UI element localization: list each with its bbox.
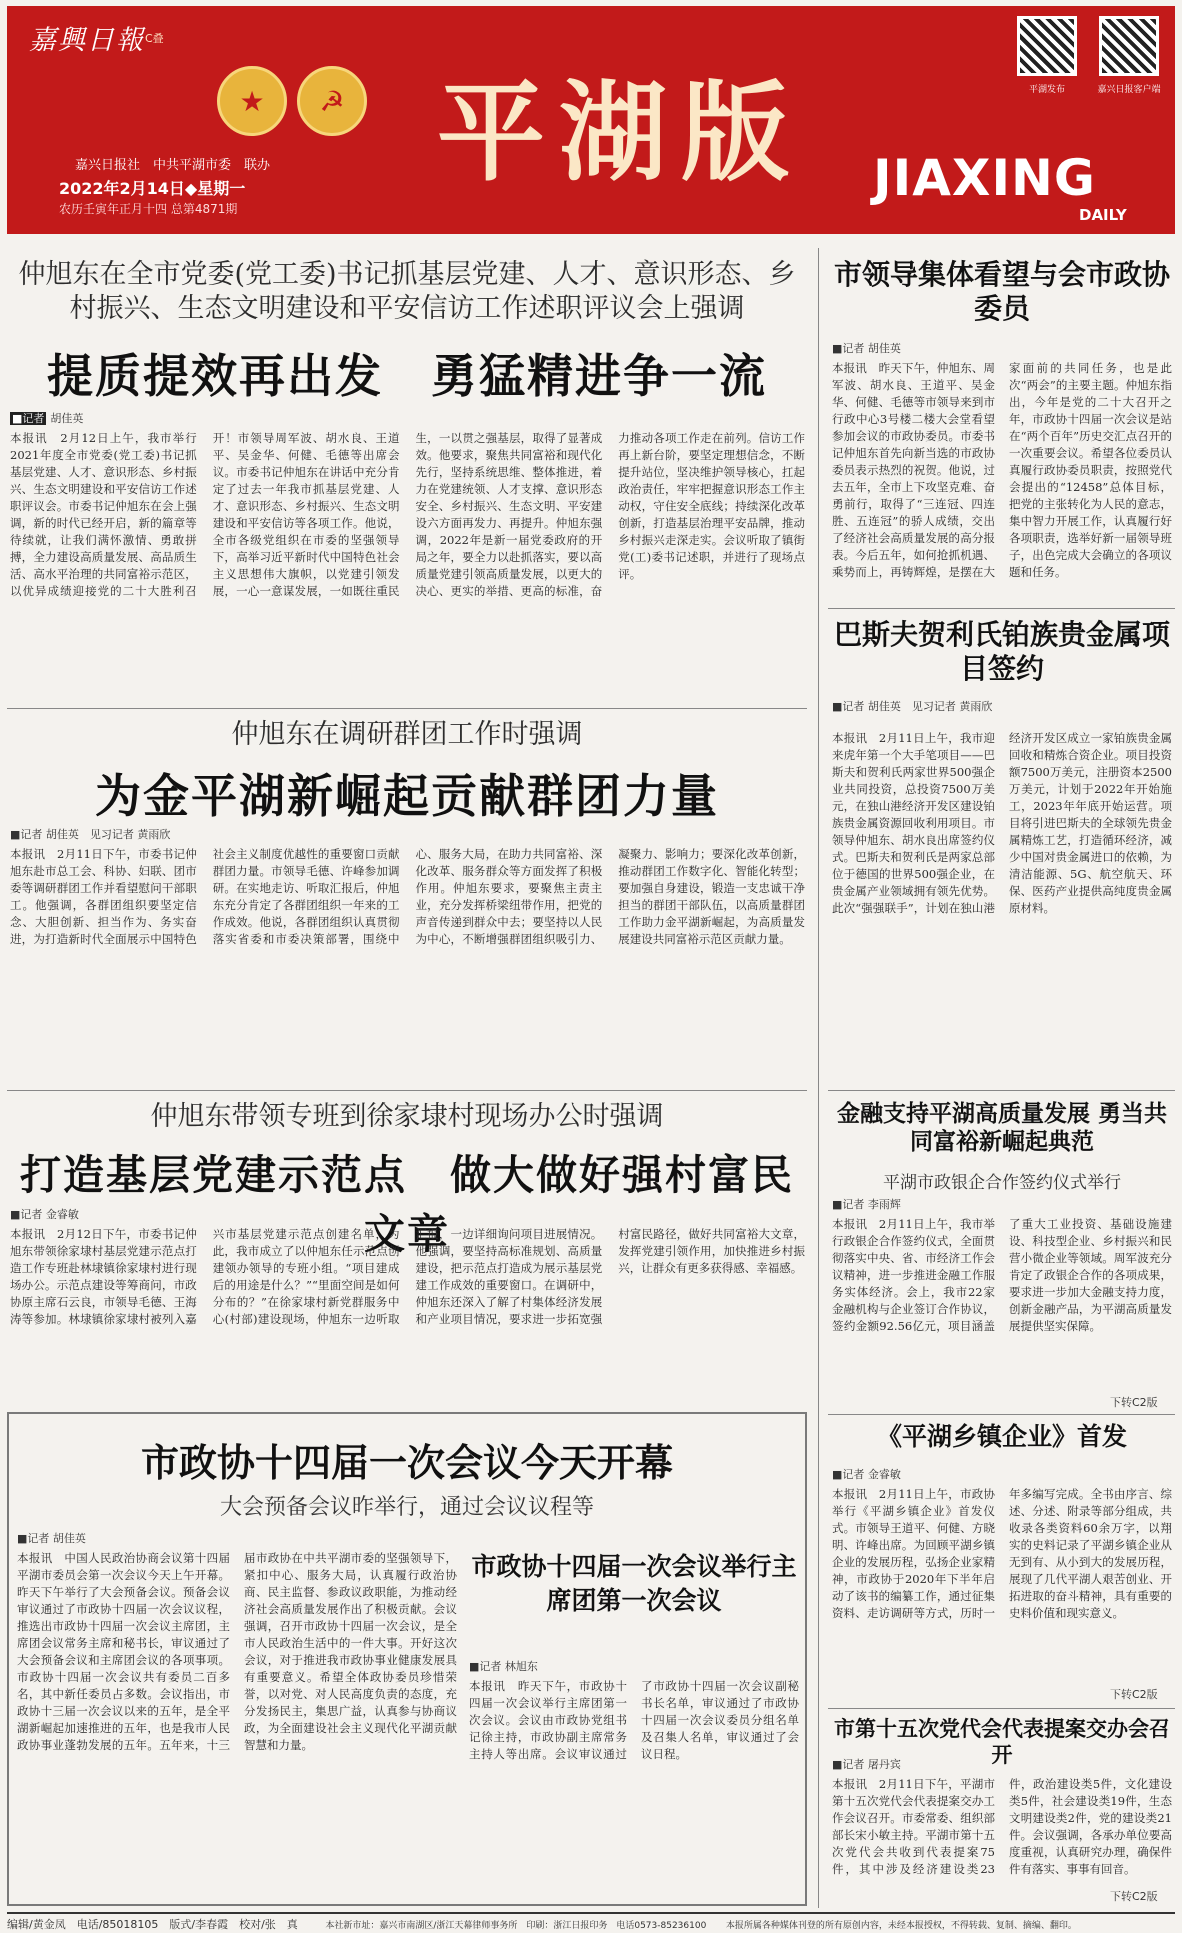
article2-byline: ■记者 胡佳英 见习记者 黄雨欣 bbox=[10, 828, 171, 841]
divider bbox=[7, 708, 807, 709]
footer-notice: 本报所属各种媒体刊登的所有原创内容，未经本报授权，不得转载、复制、摘编、翻印。 bbox=[725, 1921, 1077, 1931]
sidebar4-headline[interactable]: 《平湖乡镇企业》首发 bbox=[876, 1422, 1127, 1451]
article1-byline bbox=[10, 410, 310, 426]
divider bbox=[7, 1090, 807, 1091]
issue-date: 2022年2月14日◆星期一 bbox=[59, 179, 246, 198]
article1-body: 本报讯 2月12日上午，我市举行2021年度全市党委(党工委)书记抓基层党建、人才、意识形态、乡村振兴、生态文明建设和平安信访工作述职评议会。市委书记仲旭东在会上强调，新的时代已经开启，新的篇章等待续就，让我们满怀激情、勇敢拼搏，全力建设高质量发展、高品质生活、高水平治理的共同富裕示范区，以优异成绩迎接党的二十大胜利召开！市领导周军波、胡水良、王道平、吴金华、何健、毛德等出席会议。市委书记仲旭东在讲话中充分肯定了过去一年我市抓基层党建、人才、意识形态、乡村振兴、生态文明建设和平安信访等各项工作。他说，全市各级党组织在市委的坚强领导下，高举习近平新时代中国特色社会主义思想伟大旗帜，以党建引领发展，一心一意谋发展，一如既往重民生，一以贯之强基层，取得了显著成效。他要求，聚焦共同富裕和现代化先行，坚持系统思维、整体推进，着力在党建统领、人才支撑、意识形态安全、乡村振兴、生态文明、平安建设六方面再发力、再提升。仲旭东强调，2022年是新一届党委政府的开局之年，要全力以赴抓落实，要以高质量党建引领高质量发展，以更大的决心、更实的举措、更高的标准，奋力推动各项工作走在前列。信访工作再上新台阶，要坚定理想信念，不断提升站位，坚决维护领导核心，扛起政治责任，牢牢把握意识形态工作主动权，守住安全底线；持续深化改革创新，打造基层治理平安品牌，推动乡村振兴走深走实。会议听取了镇街党(工)委书记述职，并进行了现场点评。 bbox=[10, 431, 805, 598]
article4-headline[interactable]: 市政协十四届一次会议今天开幕 bbox=[140, 1440, 673, 1485]
article3-body: 本报讯 2月12日下午，市委书记仲旭东带领徐家埭村基层党建示范点打造工作专班赴林埭镇徐家埭村进行现场办公。示范点建设等筹商问，市政协原主席石云良，市领导毛德、王海涛等参加。林埭镇徐家埭村被列入嘉兴市基层党建示范点创建名单，为此，我市成立了以仲旭东任示范点创建领办领导的专班小组。“项目建成后的用途是什么？”“里面空间是如何分布的？”在徐家埭村新党群服务中心(村部)建设现场，仲旭东一边听取汇报，一边详细询问项目进展情况。他强调，要坚持高标准规划、高质量建设，把示范点打造成为展示基层党建工作成效的重要窗口。在调研中，仲旭东还深入了解了村集体经济发展和产业项目情况，要求进一步拓宽强村富民路径，做好共同富裕大文章，发挥党建引领作用，加快推进乡村振兴，让群众有更多获得感、幸福感。 bbox=[10, 1227, 805, 1326]
article5-byline: ■记者 林旭东 bbox=[469, 1660, 538, 1673]
byline-tag: ■记者 bbox=[12, 412, 45, 425]
newspaper-logo: 嘉興日報 bbox=[29, 25, 145, 56]
edition-name: 平湖版 bbox=[437, 70, 804, 196]
divider bbox=[828, 1708, 1175, 1709]
article4-body: 本报讯 中国人民政治协商会议第十四届平湖市委员会第一次会议今天上午开幕。昨天下午举行了大会预备会议。预备会议审议通过了市政协十四届一次会议议程，推选出市政协十四届一次会议主席团，主席团会议常务主席和秘书长，审议通过了大会预备会议和主席团会议的各项事项。市政协十四届一次会议共有委员二百多名，其中新任委员占多数。会议指出，市政协十三届一次会议以来的五年，是全平湖新崛起加速推进的五年，也是我市人民政协事业蓬勃发展的五年。五年来，十三届市政协在中共平湖市委的坚强领导下，紧扣中心、服务大局，认真履行政治协商、民主监督、参政议政职能，为推动经济社会高质量发展作出了积极贡献。会议强调，召开市政协十四届一次会议，是全市人民政治生活中的一件大事。开好这次会议，对于推进我市政协事业健康发展具有重要意义。希望全体政协委员珍惜荣誉，以对党、对人民高度负责的态度，充分发扬民主，集思广益，认真参与协商议政，为全面建设社会主义现代化平湖贡献智慧和力量。 bbox=[17, 1551, 457, 1752]
lunar-date: 农历壬寅年正月十四 总第4871期 bbox=[59, 202, 238, 216]
brand-wordmark: JIAXING bbox=[873, 149, 1096, 207]
sidebar1-body: 本报讯 昨天下午，仲旭东、周军波、胡水良、王道平、吴金华、何健、毛德等市领导来到市行政中心3号楼二楼大会堂看望参加会议的市政协委员。市委书记仲旭东首先向新当选的市政协委员表示热烈的祝贺。他说，过去五年，全市上下攻坚克难、奋勇前行，取得了“三连冠、四连胜、五连冠”的骄人成绩，交出了经济社会高质量发展的高分报表。今后五年，如何抢抓机遇、乘势而上，再铸辉煌，是摆在大家面前的共同任务，也是此次“两会”的主要主题。仲旭东指出，今年是党的二十大召开之年，市政协十四届一次会议是站在“两个百年”历史交汇点召开的一次重要会议。希望各位委员认真履行政协委员职责，按照党代会提出的“12458”总体目标，把党的主张转化为人民的意志，集中智力开展工作，认真履行好各项职责，选举好新一届领导班子，出色完成大会确立的各项议题和任务。 bbox=[832, 361, 1172, 579]
byline-author: 胡佳英 bbox=[50, 412, 84, 425]
cppcc-feature-box bbox=[7, 1412, 807, 1906]
sidebar1-byline: ■记者 胡佳英 bbox=[832, 342, 901, 355]
sidebar5-continued[interactable]: 下转C2版 bbox=[1110, 1890, 1158, 1903]
article3-byline: ■记者 金睿敏 bbox=[10, 1208, 79, 1221]
sidebar3-headline[interactable]: 金融支持平湖高质量发展 勇当共同富裕新崛起典范 bbox=[836, 1100, 1167, 1156]
sidebar4-continued[interactable]: 下转C2版 bbox=[1110, 1688, 1158, 1701]
article5-body: 本报讯 昨天下午，市政协十四届一次会议举行主席团第一次会议。会议由市政协党组书记徐主持，市政协副主席常务主持人等出席。会议审议通过了市政协十四届一次会议副秘书长名单，审议通过了市政协十四届一次会议委员分组名单及召集人名单，审议通过了会议日程。 bbox=[469, 1679, 799, 1761]
sidebar4-byline: ■记者 金睿敏 bbox=[832, 1468, 901, 1481]
article2-kicker: 仲旭东在调研群团工作时强调 bbox=[231, 719, 583, 750]
article2-headline[interactable]: 为金平湖新崛起贡献群团力量 bbox=[95, 769, 719, 823]
column-divider bbox=[818, 248, 819, 1908]
sidebar3-body: 本报讯 2月11日上午，我市举行政银企合作签约仪式，全面贯彻落实中央、省、市经济工作会议精神，进一步推进金融工作服务实体经济。会上，我市22家金融机构与企业签订合作协议，签约金额92.56亿元，项目涵盖了重大工业投资、基础设施建设、科技型企业、乡村振兴和民营小微企业等领域。周军波充分肯定了政银企合作的各项成果，要求进一步加大金融支持力度，创新金融产品，为平湖高质量发展提供坚实保障。 bbox=[832, 1217, 1172, 1333]
national-emblem-icon: ★ bbox=[217, 66, 287, 136]
qr-code-icon[interactable] bbox=[1017, 16, 1077, 76]
sidebar5-body: 本报讯 2月11日下午，平湖市第十五次党代会代表提案交办工作会议召开。市委常委、组织部部长宋小敏主持。平湖市第十五次党代会共收到代表提案75件，其中涉及经济建设类23件，政治建设类5件，文化建设类5件，社会建设类19件，生态文明建设类2件，党的建设类21件。会议强调，各承办单位要高度重视，认真研究办理，确保件件有落实、事事有回音。 bbox=[832, 1777, 1172, 1876]
divider bbox=[828, 608, 1175, 609]
party-emblem-icon: ☭ bbox=[297, 66, 367, 136]
article4-subhead: 大会预备会议昨举行，通过会议议程等 bbox=[219, 1495, 594, 1520]
divider bbox=[828, 1090, 1175, 1091]
sidebar2-byline: ■记者 胡佳英 见习记者 黄雨欣 bbox=[832, 700, 993, 713]
article2-body: 本报讯 2月11日下午，市委书记仲旭东赴市总工会、科协、妇联、团市委等调研群团工作并看望慰问干部职工。他强调，各群团组织要坚定信念、大胆创新、担当作为、务实奋进，为打造新时代全面展示中国特色社会主义制度优越性的重要窗口贡献群团力量。市领导毛德、许峰参加调研。在实地走访、听取汇报后，仲旭东充分肯定了各群团组织一年来的工作成效。他说，各群团组织认真贯彻落实省委和市委决策部署，围绕中心、服务大局，在助力共同富裕、深化改革、服务群众等方面发挥了积极作用。仲旭东要求，要聚焦主责主业，充分发挥桥梁纽带作用，把党的声音传递到群众中去；要坚持以人民为中心，不断增强群团组织吸引力、凝聚力、影响力；要深化改革创新，推动群团工作数字化、智能化转型；要加强自身建设，锻造一支忠诚干净担当的群团干部队伍，以高质量群团工作助力金平湖新崛起，为高质量发展建设共同富裕示范区贡献力量。 bbox=[10, 847, 805, 946]
sidebar4-body: 本报讯 2月11日上午，市政协举行《平湖乡镇企业》首发仪式。市领导王道平、何健、方晓明、许峰出席。为回顾平湖乡镇企业的发展历程，弘扬企业家精神，市政协于2020年下半年启动了该书的编纂工作，通过征集资料、走访调研等方式，历时一年多编写完成。全书由序言、综述、分述、附录等部分组成，共收录各类资料60余万字，以翔实的史料记录了平湖乡镇企业从无到有、从小到大的发展历程，展现了几代平湖人艰苦创业、开拓进取的奋斗精神，具有重要的史料价值和现实意义。 bbox=[832, 1487, 1172, 1620]
article5-headline[interactable]: 市政协十四届一次会议举行主席团第一次会议 bbox=[471, 1552, 797, 1615]
page-footer bbox=[7, 1912, 1175, 1930]
qr-code-icon[interactable] bbox=[1099, 16, 1159, 76]
sidebar5-byline: ■记者 屠丹宾 bbox=[832, 1758, 901, 1771]
sidebar3-continued[interactable]: 下转C2版 bbox=[1110, 1396, 1158, 1409]
article3-kicker: 仲旭东带领专班到徐家埭村现场办公时强调 bbox=[150, 1101, 664, 1132]
article4-byline: ■记者 胡佳英 bbox=[17, 1532, 86, 1545]
sidebar1-headline[interactable]: 市领导集体看望与会市政协委员 bbox=[833, 258, 1170, 326]
article1-kicker: 仲旭东在全市党委(党工委)书记抓基层党建、人才、意识形态、乡村振兴、生态文明建设和平安信访工作述职评议会上强调 bbox=[18, 259, 796, 324]
sidebar3-subhead: 平湖市政银企合作签约仪式举行 bbox=[883, 1173, 1121, 1193]
publisher-line: 嘉兴日报社 中共平湖市委 联办 bbox=[75, 158, 271, 173]
masthead bbox=[7, 6, 1175, 234]
sidebar2-body: 本报讯 2月11日上午，我市迎来虎年第一个大手笔项目——巴斯夫和贺利氏两家世界500强企业共同投资，总投资7500万美元，在独山港经济开发区建设铂族贵金属资源回收利用项目。市领导仲旭东、胡水良出席签约仪式。巴斯夫和贺利氏是两家总部位于德国的世界500强企业，在贵金属产业领域拥有领先优势。此次“强强联手”，计划在独山港经济开发区成立一家铂族贵金属回收和精炼合资企业。项目投资额7500万美元，注册资本2500万美元，计划于2022年开始施工，2023年年底开始运营。项目将引进巴斯夫的全球领先贵金属精炼工艺，打造循环经济，减少中国对贵金属进口的依赖，为清洁能源、5G、航空航天、环保、医药产业提供高纯度贵金属原材料。 bbox=[832, 731, 1172, 915]
brand-daily: DAILY bbox=[1079, 206, 1127, 224]
divider bbox=[828, 1414, 1175, 1415]
footer-address: 本社新市址：嘉兴市南湖区/浙江天幕律师事务所 印刷：浙江日报印务 电话0573-85236100 bbox=[325, 1921, 707, 1931]
footer-editor: 编辑/黄金凤 电话/85018105 版式/李春霞 校对/张 真 bbox=[7, 1918, 298, 1931]
sidebar5-headline[interactable]: 市第十五次党代会代表提案交办会召开 bbox=[834, 1716, 1170, 1767]
qr-label: 平湖发布 bbox=[1028, 85, 1065, 95]
edition-code: C叠 bbox=[145, 32, 164, 45]
sidebar3-byline: ■记者 李雨辉 bbox=[832, 1198, 901, 1211]
article1-headline[interactable]: 提质提效再出发 勇猛精进争一流 bbox=[47, 349, 767, 403]
sidebar2-headline[interactable]: 巴斯夫贺利氏铂族贵金属项目签约 bbox=[833, 618, 1170, 686]
article3-headline[interactable]: 打造基层党建示范点 做大做好强村富民文章 bbox=[20, 1151, 794, 1258]
qr-label: 嘉兴日报客户端 bbox=[1097, 85, 1161, 95]
